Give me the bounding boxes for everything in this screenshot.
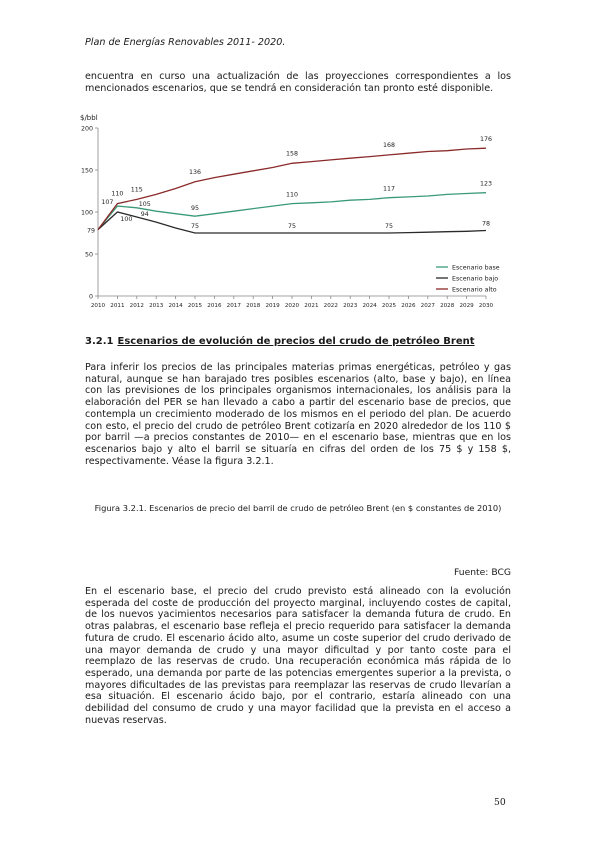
data-label: 107 [101, 199, 114, 207]
y-tick-label: 50 [84, 251, 93, 259]
x-tick-label: 2028 [440, 303, 455, 309]
x-tick-label: 2030 [478, 303, 494, 309]
x-tick-label: 2025 [381, 303, 397, 309]
data-label: 115 [130, 186, 143, 194]
x-tick-label: 2018 [246, 303, 261, 309]
data-label: 94 [140, 211, 149, 219]
data-label: 176 [479, 136, 493, 144]
x-tick-label: 2029 [459, 303, 474, 309]
y-tick-label: 100 [80, 209, 93, 217]
data-label: 105 [138, 200, 151, 208]
section-heading [85, 336, 475, 347]
x-tick-label: 2016 [207, 303, 222, 309]
data-label: 117 [382, 185, 396, 193]
data-label: 79 [86, 227, 95, 235]
figure-caption: Figura 3.2.1. Escenarios de precio del barril de crudo de petróleo Brent (en $ constantes de 2010) [94, 503, 502, 513]
page-number: 50 [494, 797, 506, 808]
x-tick-label: 2026 [401, 303, 416, 309]
data-label: 95 [190, 205, 200, 213]
data-label: 75 [190, 223, 200, 230]
y-tick-label: 200 [80, 125, 93, 133]
data-label: 78 [481, 220, 491, 228]
intro-paragraph: encuentra en curso una actualización de las proyecciones correspondientes a los mencionados escenarios, que se tendrá en consideración tan pronto esté disponible. [85, 71, 511, 94]
data-label: 123 [479, 180, 493, 188]
x-tick-label: 2020 [284, 303, 300, 309]
x-tick-label: 2011 [110, 303, 125, 309]
x-tick-label: 2023 [343, 303, 358, 309]
data-label: 110 [111, 190, 124, 198]
x-tick-label: 2015 [187, 303, 203, 309]
data-label: 168 [382, 141, 396, 149]
x-tick-label: 2024 [362, 303, 377, 309]
x-tick-label: 2014 [168, 303, 183, 309]
x-tick-label: 2017 [226, 303, 241, 309]
y-axis-label: $/bbl [80, 114, 98, 122]
y-tick-label: 150 [80, 167, 93, 175]
data-label: 158 [285, 150, 299, 158]
legend-label-0: Escenario base [452, 264, 500, 272]
x-tick-label: 2012 [129, 303, 144, 309]
source-note: Fuente: BCG [453, 567, 511, 578]
data-label: 110 [285, 191, 299, 199]
data-label: 136 [188, 168, 202, 176]
oil-price-chart [78, 108, 518, 318]
legend-label-2: Escenario alto [452, 286, 497, 294]
body-paragraph: Para inferir los precios de las principales materias primas energéticas, petróleo y gas natural, aunque se han barajado tres posibles escenarios (alto, base y bajo), en línea con las previsiones de los principales organismos internacionales, los análisis para la elaboración del PER se han llevado a cabo a partir del escenario base de precios, que contempla un crecimiento moderado de los mismos en el periodo del plan. De acuerdo con esto, el precio del crudo de petróleo Brent cotizaría en 2020 alrededor de los 110 $ por barril —a precios constantes de 2010— en el escenario base, mientras que en los escenarios bajo y alto el barril se situaría en cifras del orden de los 75 $ y 158 $, respectivamente. Véase la figura 3.2.1. [85, 362, 511, 467]
final-paragraph: En el escenario base, el precio del crudo previsto está alineado con la evolución esperada del coste de producción del proyecto marginal, incluyendo costes de capital, de los nuevos yacimientos necesarios para satisfacer la demanda futura de crudo. En otras palabras, el escenario base refleja el precio requerido para satisfacer la demanda futura de crudo. El escenario ácido alto, asume un coste superior del crudo derivado de una mayor demanda de crudo y una mayor dificultad y por tanto coste para el reemplazo de las reservas de crudo. Una recuperación económica más rápida de lo esperado, una demanda por parte de las potencias emergentes superior a la prevista, o mayores dificultades de las previstas para reemplazar las reservas de crudo llevarían a esa situación. El escenario ácido bajo, por el contrario, estaría alineado con una debilidad del consumo de crudo y una mayor facilidad que la prevista en el acceso a nuevas reservas. [85, 586, 511, 726]
x-tick-label: 2013 [149, 303, 164, 309]
section-number: 3.2.1 [85, 336, 114, 347]
data-label: 100 [120, 216, 133, 223]
x-tick-label: 2022 [323, 303, 338, 309]
legend-label-1: Escenario bajo [452, 275, 499, 283]
y-tick-label: 0 [88, 293, 93, 301]
section-title: Escenarios de evolución de precios del crudo de petróleo Brent [117, 336, 475, 347]
x-tick-label: 2010 [90, 303, 106, 309]
x-tick-label: 2021 [304, 303, 319, 309]
data-label: 75 [287, 223, 297, 230]
running-header: Plan de Energías Renovables 2011- 2020. [85, 37, 286, 48]
x-tick-label: 2027 [420, 303, 435, 309]
x-tick-label: 2019 [265, 303, 280, 309]
series-line-2 [98, 148, 486, 229]
data-label: 75 [384, 223, 394, 230]
